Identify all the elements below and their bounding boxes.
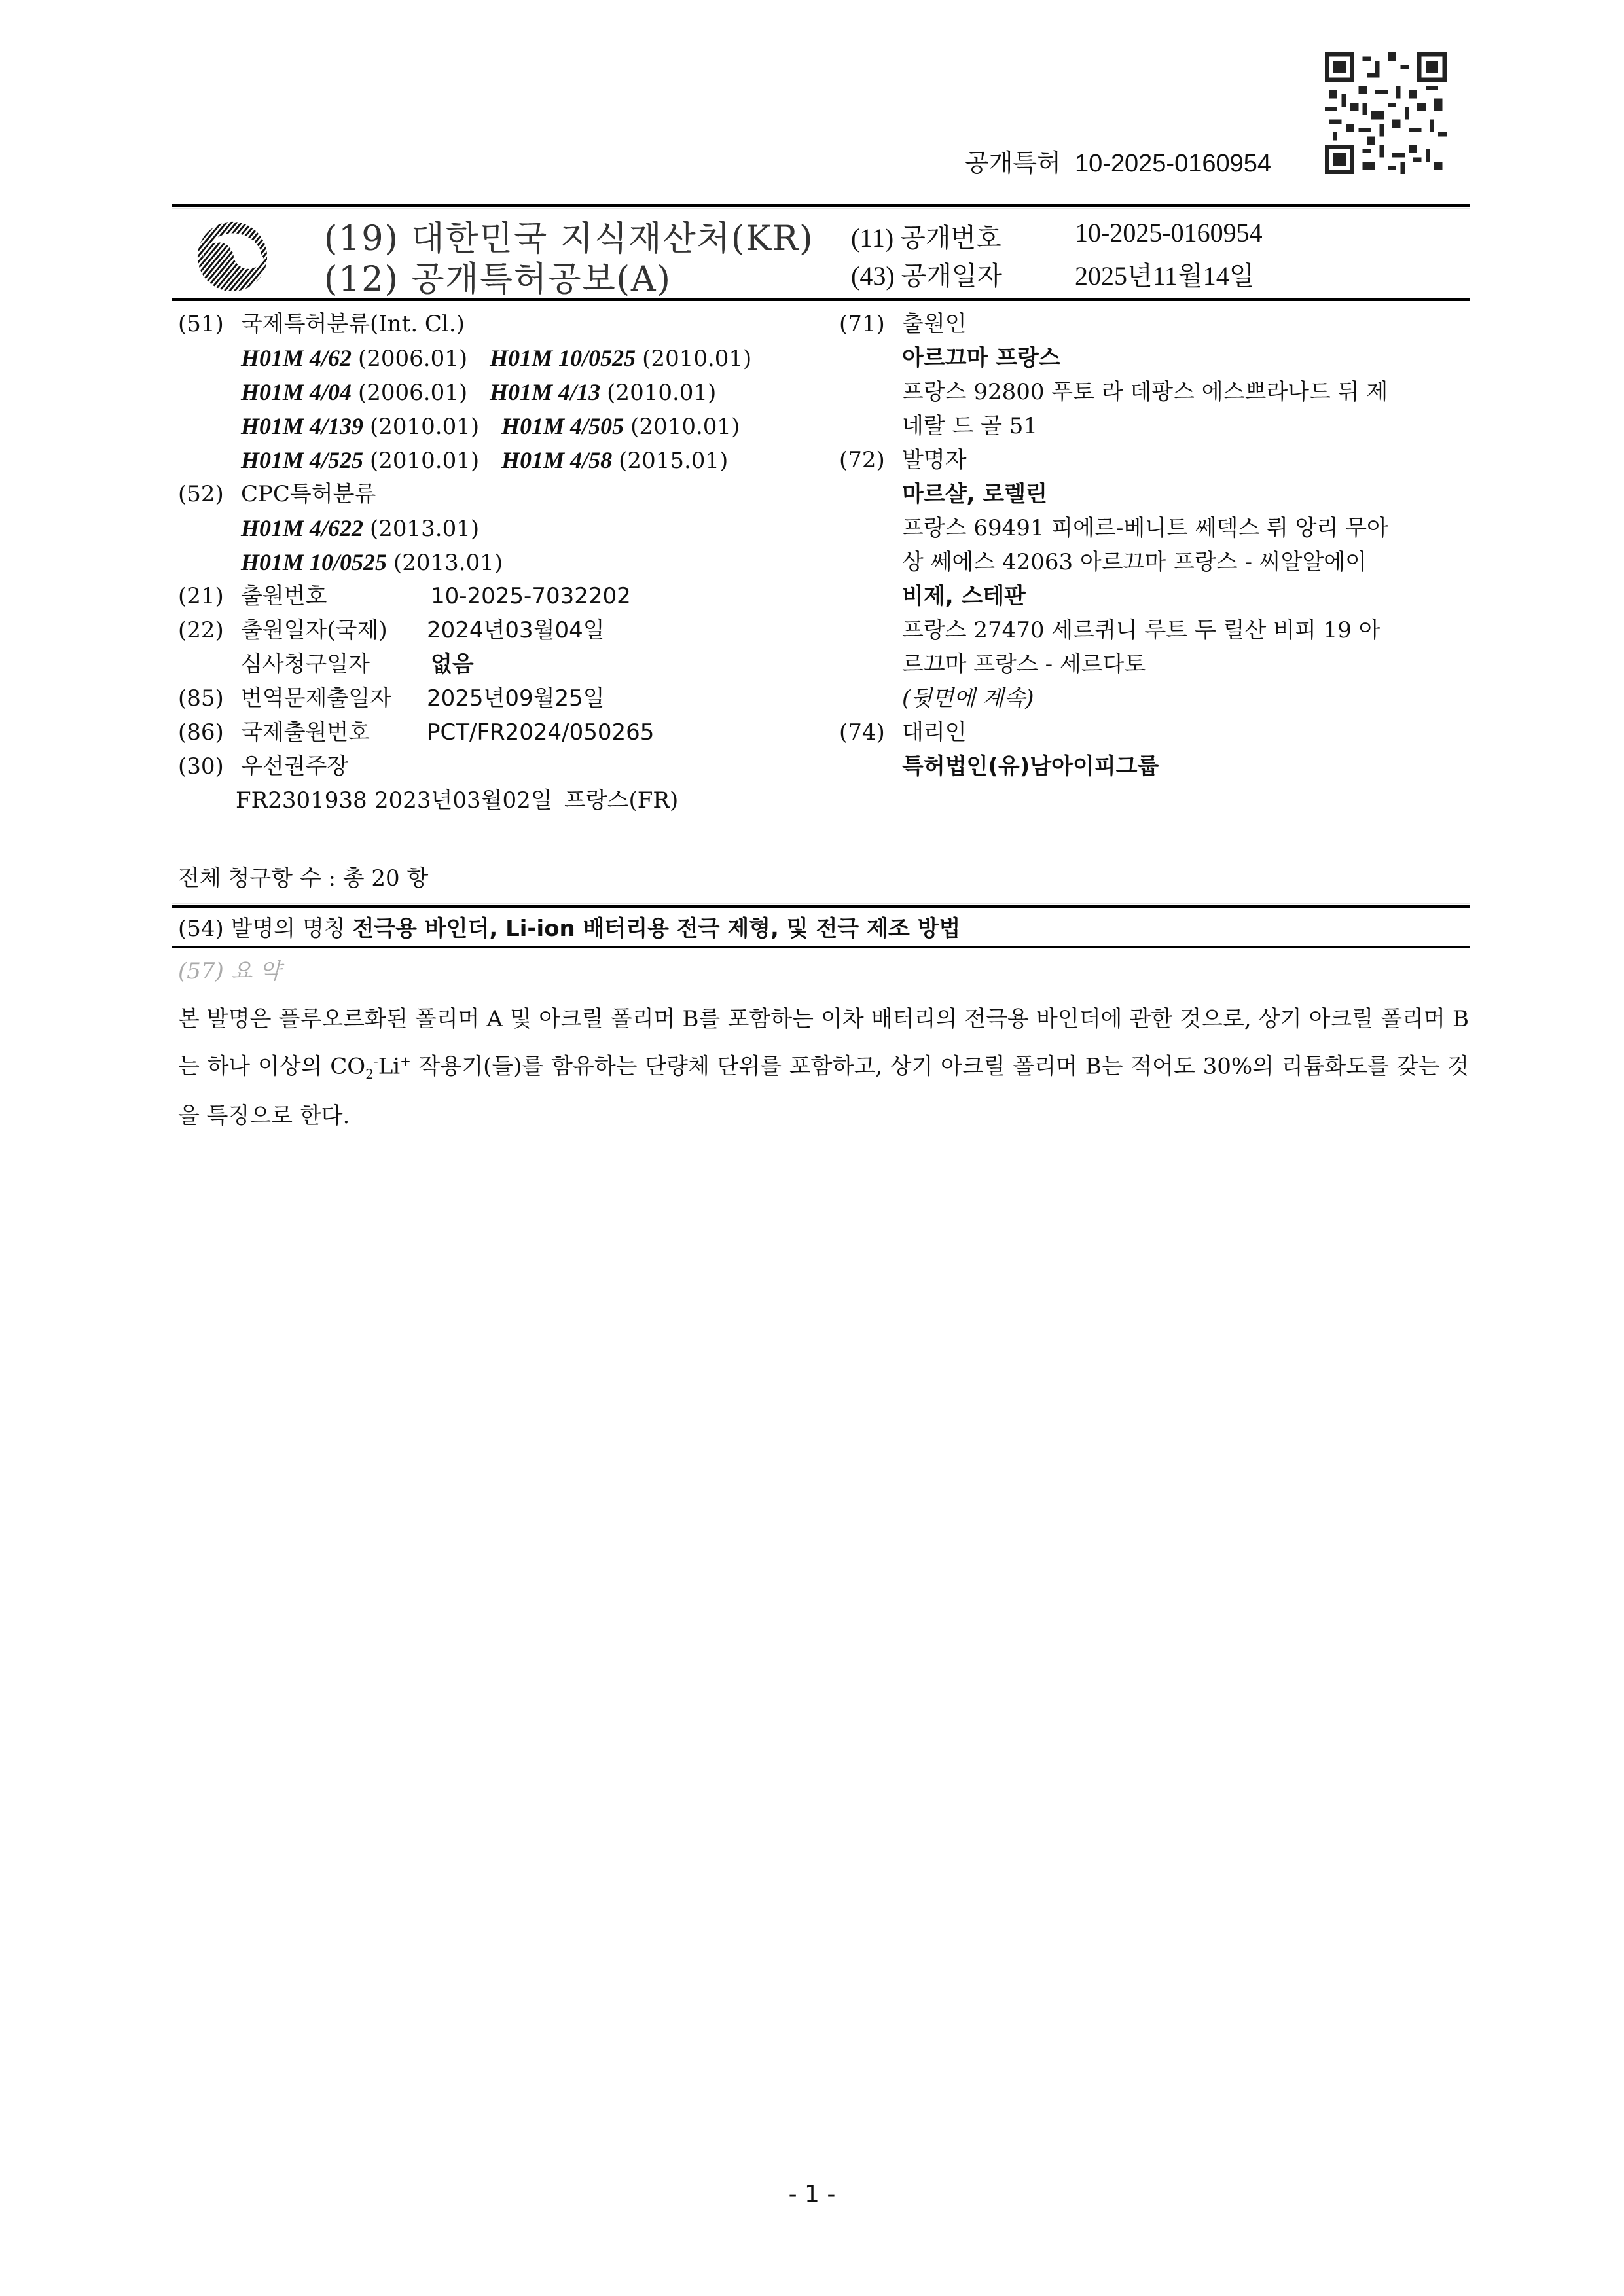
- translation-submission-date: (85) 번역문제출일자 2025년09월25일: [178, 685, 605, 711]
- ipc-heading: (51) 국제특허분류(Int. Cl.): [178, 311, 465, 337]
- application-number: (21) 출원번호 10-2025-7032202: [178, 583, 631, 609]
- doc-number: 10-2025-0160954: [1074, 150, 1272, 177]
- pub-date-value: 2025년11월14일: [1075, 261, 1255, 291]
- title-box-subrule: [172, 903, 1470, 904]
- bibliographic-right-column: [839, 308, 1468, 831]
- inventor-address-line: 프랑스 27470 세르퀴니 루트 두 릴산 비피 19 아: [902, 617, 1380, 643]
- kind-heading: [324, 251, 672, 300]
- filing-date: (22) 출원일자(국제) 2024년03월04일: [178, 617, 605, 643]
- header-top-subrule: [172, 208, 1470, 209]
- title-label: 발명의 명칭: [230, 916, 346, 942]
- applicant-address-line: 네랄 드 골 51: [902, 413, 1038, 439]
- page-number: - 1 -: [788, 2181, 836, 2208]
- applicant-heading: (71) 출원인: [839, 311, 967, 337]
- ipc-row: H01M 4/62 (2006.01) H01M 10/0525 (2010.01): [241, 345, 752, 372]
- inventor-address-line: 상 쎄에스 42063 아르끄마 프랑스 - 씨알알에이: [902, 549, 1367, 575]
- ipc-row: H01M 4/525 (2010.01) H01M 4/58 (2015.01): [241, 447, 729, 474]
- bibliographic-left-column: [178, 308, 800, 831]
- title-box-bottom-rule: [172, 946, 1470, 948]
- kind-name: 공개특허공보(A): [411, 260, 672, 299]
- inventors-heading: (72) 발명자: [839, 447, 967, 473]
- priority-entry: [178, 784, 800, 817]
- title-value: 전극용 바인더, Li-ion 배터리용 전극 제형, 및 전극 제조 방법: [352, 916, 961, 942]
- claims-count: 전체 청구항 수 : 총 20 항: [178, 865, 429, 891]
- abstract-text: 본 발명은 플루오르화된 폴리머 A 및 아크릴 폴리머 B를 포함하는 이차 배터리의 전극용 바인더에 관한 것으로, 상기 아크릴 폴리머 B는 하나 이상의 $CO_2^-Li^+$ 작용기(들)를 함유하는 단량체 단위를 포함하고, 상기 아크릴 폴리머 B는 적어도 30%의 리튬화도를 갖는 것을 특징으로 한다.: [178, 1006, 1469, 1130]
- inventor-name: 마르샬, 로렐린: [902, 481, 1047, 507]
- publication-number: [851, 217, 1440, 253]
- applicant-address-line: 프랑스 92800 푸토 라 데팡스 에스쁘라나드 뒤 제: [902, 379, 1388, 405]
- office-code: (19): [324, 219, 399, 259]
- international-application-number: (86) 국제출원번호 PCT/FR2024/050265: [178, 719, 655, 745]
- continued-note: (뒷면에 계속): [902, 685, 1034, 711]
- pub-no-value: 10-2025-0160954: [1075, 218, 1263, 247]
- kipo-taegeuk-logo-icon: [194, 218, 271, 295]
- applicant-name: 아르끄마 프랑스: [902, 345, 1060, 371]
- title-code: (54): [178, 916, 224, 942]
- priority-number: FR2301938: [236, 787, 367, 814]
- exam-request-date: 심사청구일자 없음: [241, 651, 474, 677]
- agent-name: 특허법인(유)남아이피그룹: [902, 753, 1159, 780]
- doc-label: 공개특허: [965, 150, 1061, 177]
- inventor-address-line: 르끄마 프랑스 - 세르다토: [902, 651, 1146, 677]
- publication-date: [851, 255, 1440, 291]
- invention-title: [178, 910, 960, 942]
- priority-heading: (30) 우선권주장: [178, 753, 349, 780]
- title-box-top-rule: [172, 905, 1470, 908]
- pub-date-label: (43) 공개일자: [851, 261, 1003, 291]
- ipc-row: H01M 4/139 (2010.01) H01M 4/505 (2010.01): [241, 413, 740, 440]
- header-top-rule: [172, 204, 1470, 207]
- ipc-row: H01M 4/04 (2006.01) H01M 4/13 (2010.01): [241, 379, 717, 406]
- cpc-row: H01M 10/0525 (2013.01): [241, 549, 503, 576]
- priority-date: 2023년03월02일: [374, 787, 552, 814]
- qr-code-icon: [1325, 52, 1447, 174]
- cpc-row: H01M 4/622 (2013.01): [241, 515, 480, 542]
- office-name: 대한민국 지식재산처(KR): [411, 219, 814, 259]
- inventor-address-line: 프랑스 69491 피에르-베니트 쎄덱스 뤼 앙리 무아: [902, 515, 1388, 541]
- kind-code: (12): [324, 260, 399, 299]
- pub-no-label: (11) 공개번호: [851, 223, 1001, 253]
- abstract-heading: (57) 요 약: [178, 958, 281, 984]
- agent-heading: (74) 대리인: [839, 719, 967, 745]
- cpc-heading: (52) CPC특허분류: [178, 481, 376, 507]
- document-number-header: [965, 143, 1271, 179]
- inventor-name: 비제, 스테판: [902, 583, 1026, 609]
- priority-country: 프랑스(FR): [564, 787, 679, 814]
